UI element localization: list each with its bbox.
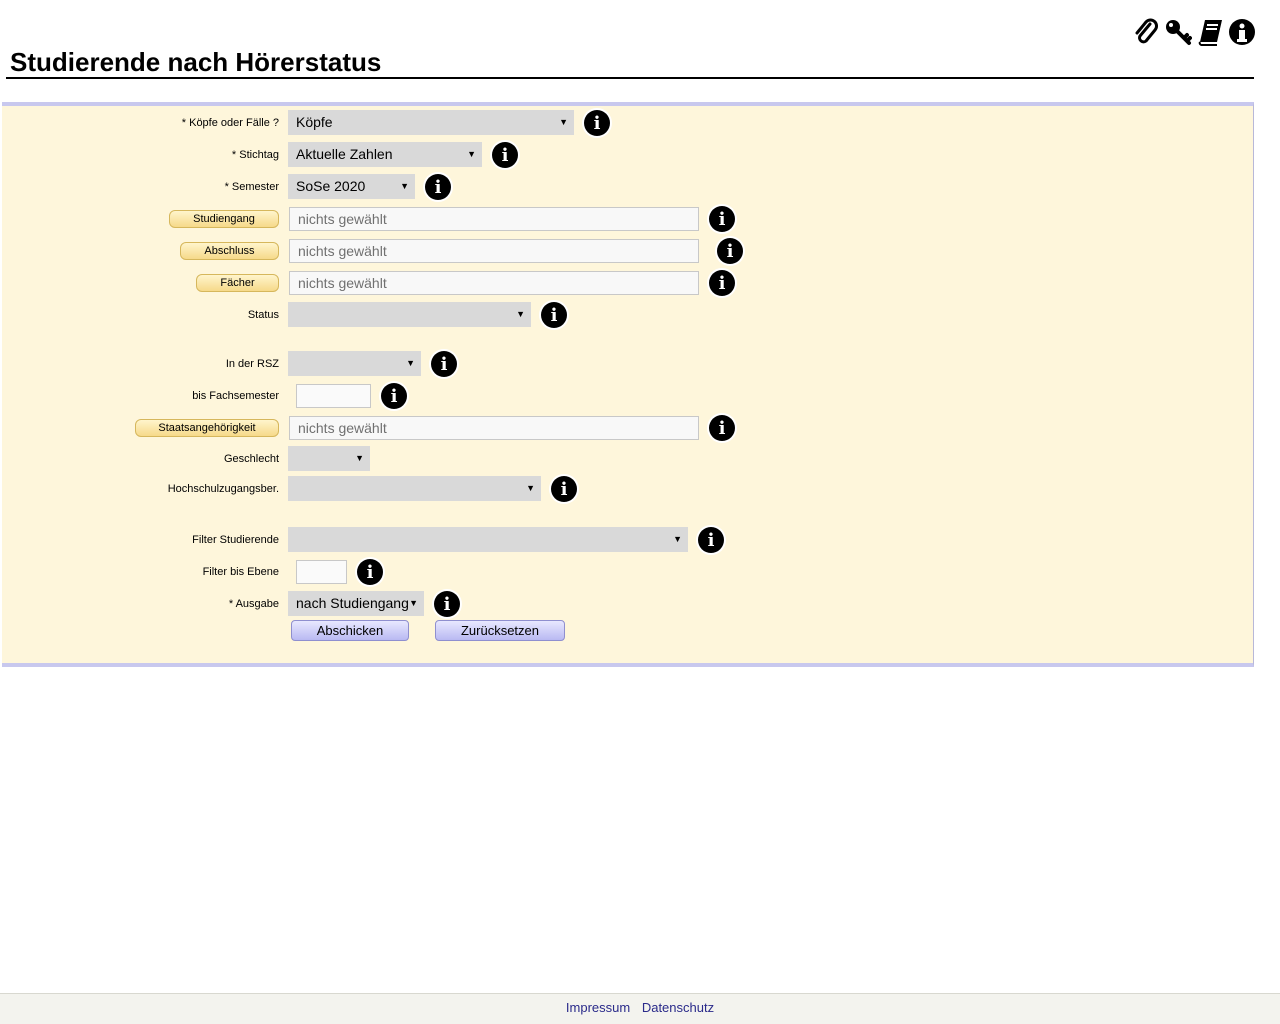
row-filter-ebene — [2, 559, 1253, 585]
row-koepfe — [2, 110, 1253, 136]
row-faecher — [2, 270, 1253, 296]
chevron-down-icon: ▼ — [559, 117, 568, 127]
info-icon[interactable]: i — [357, 559, 383, 585]
stichtag-label: * Stichtag — [231, 149, 279, 161]
abschluss-field[interactable]: nichts gewählt — [289, 239, 699, 263]
impressum-link[interactable]: Impressum — [565, 1000, 631, 1015]
row-geschlecht — [2, 446, 1253, 472]
fachsemester-label: bis Fachsemester — [192, 390, 279, 402]
studiengang-field[interactable]: nichts gewählt — [289, 207, 699, 231]
status-label: Status — [247, 309, 279, 321]
ausgabe-value: nach Studiengang — [296, 595, 409, 611]
koepfe-label: * Köpfe oder Fälle ? — [181, 117, 279, 129]
filter-studierende-select[interactable] — [288, 527, 688, 552]
info-icon[interactable]: i — [541, 302, 567, 328]
chevron-down-icon: ▼ — [673, 534, 682, 544]
footer — [0, 993, 1280, 1024]
filter-studierende-label: Filter Studierende — [192, 534, 279, 546]
ausgabe-label: * Ausgabe — [228, 598, 279, 610]
row-ausgabe — [2, 591, 1253, 617]
hzb-label: Hochschulzugangsber. — [167, 483, 279, 495]
info-icon[interactable]: i — [551, 476, 577, 502]
book-icon[interactable] — [1196, 17, 1224, 47]
page-title: Studierende nach Hörerstatus — [6, 44, 1254, 79]
info-icon[interactable]: i — [709, 270, 735, 296]
faecher-field[interactable]: nichts gewählt — [289, 271, 699, 295]
staatsangehoerigkeit-button[interactable]: Staatsangehörigkeit — [135, 419, 279, 437]
info-icon[interactable]: i — [717, 238, 743, 264]
filter-ebene-label: Filter bis Ebene — [202, 566, 279, 578]
report-form — [2, 102, 1254, 667]
abschluss-button[interactable]: Abschluss — [180, 242, 279, 260]
row-status — [2, 302, 1253, 328]
staatsangehoerigkeit-field[interactable]: nichts gewählt — [289, 416, 699, 440]
chevron-down-icon: ▼ — [400, 181, 409, 191]
semester-label: * Semester — [224, 181, 279, 193]
row-studiengang — [2, 206, 1253, 232]
info-icon[interactable]: i — [492, 142, 518, 168]
rsz-label: In der RSZ — [225, 358, 279, 370]
row-rsz — [2, 351, 1253, 377]
row-staatsangehoerigkeit — [2, 415, 1253, 441]
ausgabe-select[interactable] — [288, 591, 424, 616]
info-icon[interactable]: i — [381, 383, 407, 409]
info-icon[interactable]: i — [434, 591, 460, 617]
info-icon[interactable] — [1228, 17, 1256, 47]
faecher-button[interactable]: Fächer — [196, 274, 279, 292]
row-abschluss — [2, 238, 1253, 264]
info-icon[interactable]: i — [431, 351, 457, 377]
submit-button[interactable]: Abschicken — [291, 620, 409, 641]
stichtag-value: Aktuelle Zahlen — [296, 146, 393, 162]
fachsemester-input[interactable] — [296, 384, 371, 408]
chevron-down-icon: ▼ — [467, 149, 476, 159]
toolbar — [1132, 17, 1256, 47]
reset-button[interactable]: Zurücksetzen — [435, 620, 565, 641]
filter-ebene-input[interactable] — [296, 560, 347, 584]
key-icon[interactable] — [1164, 17, 1192, 47]
koepfe-select[interactable] — [288, 110, 574, 135]
geschlecht-label: Geschlecht — [223, 453, 279, 465]
row-stichtag — [2, 142, 1253, 168]
chevron-down-icon: ▼ — [406, 358, 415, 368]
info-icon[interactable]: i — [425, 174, 451, 200]
row-semester — [2, 174, 1253, 200]
chevron-down-icon: ▼ — [526, 483, 535, 493]
info-icon[interactable]: i — [698, 527, 724, 553]
hzb-select[interactable] — [288, 476, 541, 501]
semester-select[interactable] — [288, 174, 415, 199]
geschlecht-select[interactable] — [288, 446, 370, 471]
studiengang-button[interactable]: Studiengang — [169, 210, 279, 228]
datenschutz-link[interactable]: Datenschutz — [641, 1000, 715, 1015]
chevron-down-icon: ▼ — [409, 598, 418, 608]
row-filter-studierende — [2, 527, 1253, 553]
row-hzb — [2, 476, 1253, 502]
chevron-down-icon: ▼ — [516, 309, 525, 319]
paperclip-icon[interactable] — [1132, 17, 1160, 47]
info-icon[interactable]: i — [709, 206, 735, 232]
chevron-down-icon: ▼ — [355, 453, 364, 463]
status-select[interactable] — [288, 302, 531, 327]
row-fachsemester — [2, 383, 1253, 409]
semester-value: SoSe 2020 — [296, 178, 366, 194]
info-icon[interactable]: i — [584, 110, 610, 136]
koepfe-value: Köpfe — [296, 114, 333, 130]
info-icon[interactable]: i — [709, 415, 735, 441]
rsz-select[interactable] — [288, 351, 421, 376]
stichtag-select[interactable] — [288, 142, 482, 167]
